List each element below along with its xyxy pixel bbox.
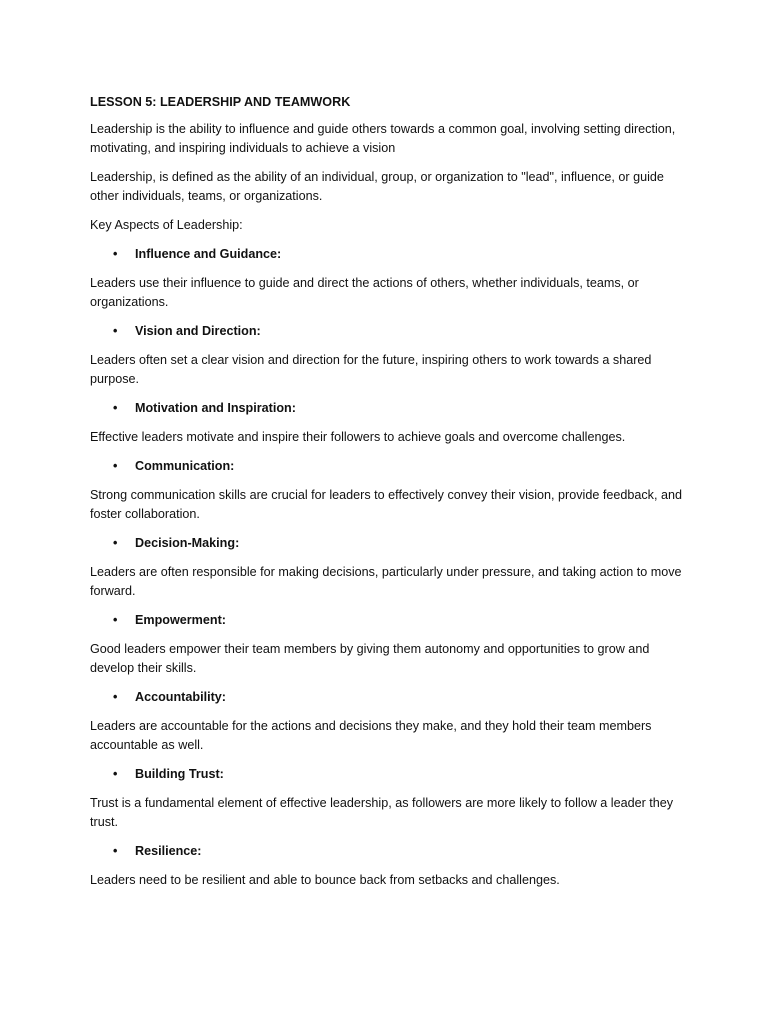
document-page xyxy=(90,94,682,900)
bullet-icon: • xyxy=(113,767,118,781)
aspect-description: Leaders are accountable for the actions and decisions they make, and they hold their team members accountable as well. xyxy=(90,719,652,752)
bullet-icon: • xyxy=(113,247,118,261)
key-aspects-heading: Key Aspects of Leadership: xyxy=(90,218,243,232)
aspect-heading xyxy=(90,534,682,553)
bullet-icon: • xyxy=(113,324,118,338)
aspect-label: Motivation and Inspiration: xyxy=(135,401,296,415)
aspect-motivation-inspiration xyxy=(90,399,682,447)
aspect-label: Communication: xyxy=(135,459,235,473)
bullet-icon: • xyxy=(113,401,118,415)
aspect-empowerment xyxy=(90,611,682,678)
lesson-title: LESSON 5: LEADERSHIP AND TEAMWORK xyxy=(90,95,351,109)
aspect-accountability xyxy=(90,688,682,755)
aspect-heading xyxy=(90,399,682,418)
aspect-heading xyxy=(90,322,682,341)
aspect-description: Leaders use their influence to guide and direct the actions of others, whether individuals, teams, or organizations. xyxy=(90,276,639,309)
aspect-description: Effective leaders motivate and inspire their followers to achieve goals and overcome challenges. xyxy=(90,430,626,444)
aspect-description: Leaders need to be resilient and able to bounce back from setbacks and challenges. xyxy=(90,873,560,887)
aspect-label: Influence and Guidance: xyxy=(135,247,282,261)
intro-paragraph-2: Leadership, is defined as the ability of an individual, group, or organization to "lead", influence, or guide other individuals, teams, or organizations. xyxy=(90,170,664,203)
bullet-icon: • xyxy=(113,844,118,858)
aspect-influence-guidance xyxy=(90,245,682,312)
bullet-icon: • xyxy=(113,690,118,704)
aspect-label: Building Trust: xyxy=(135,767,224,781)
aspect-heading xyxy=(90,611,682,630)
aspect-label: Vision and Direction: xyxy=(135,324,261,338)
aspect-resilience xyxy=(90,842,682,890)
aspect-label: Decision-Making: xyxy=(135,536,240,550)
aspect-description: Leaders often set a clear vision and direction for the future, inspiring others to work towards a shared purpose. xyxy=(90,353,652,386)
aspect-communication xyxy=(90,457,682,524)
bullet-icon: • xyxy=(113,459,118,473)
aspect-building-trust xyxy=(90,765,682,832)
intro-paragraph-1: Leadership is the ability to influence and guide others towards a common goal, involving setting direction, motivating, and inspiring individuals to achieve a vision xyxy=(90,122,676,155)
aspect-description: Strong communication skills are crucial for leaders to effectively convey their vision, provide feedback, and foster collaboration. xyxy=(90,488,682,521)
aspect-decision-making xyxy=(90,534,682,601)
aspect-label: Empowerment: xyxy=(135,613,226,627)
aspect-description: Good leaders empower their team members by giving them autonomy and opportunities to grow and develop their skills. xyxy=(90,642,650,675)
aspect-heading xyxy=(90,842,682,861)
aspect-heading xyxy=(90,688,682,707)
aspect-description: Trust is a fundamental element of effective leadership, as followers are more likely to follow a leader they trust. xyxy=(90,796,674,829)
aspect-label: Accountability: xyxy=(135,690,226,704)
bullet-icon: • xyxy=(113,613,118,627)
bullet-icon: • xyxy=(113,536,118,550)
aspect-heading xyxy=(90,765,682,784)
aspect-heading xyxy=(90,245,682,264)
aspect-heading xyxy=(90,457,682,476)
aspect-vision-direction xyxy=(90,322,682,389)
aspect-description: Leaders are often responsible for making decisions, particularly under pressure, and taking action to move forward. xyxy=(90,565,682,598)
aspect-label: Resilience: xyxy=(135,844,202,858)
